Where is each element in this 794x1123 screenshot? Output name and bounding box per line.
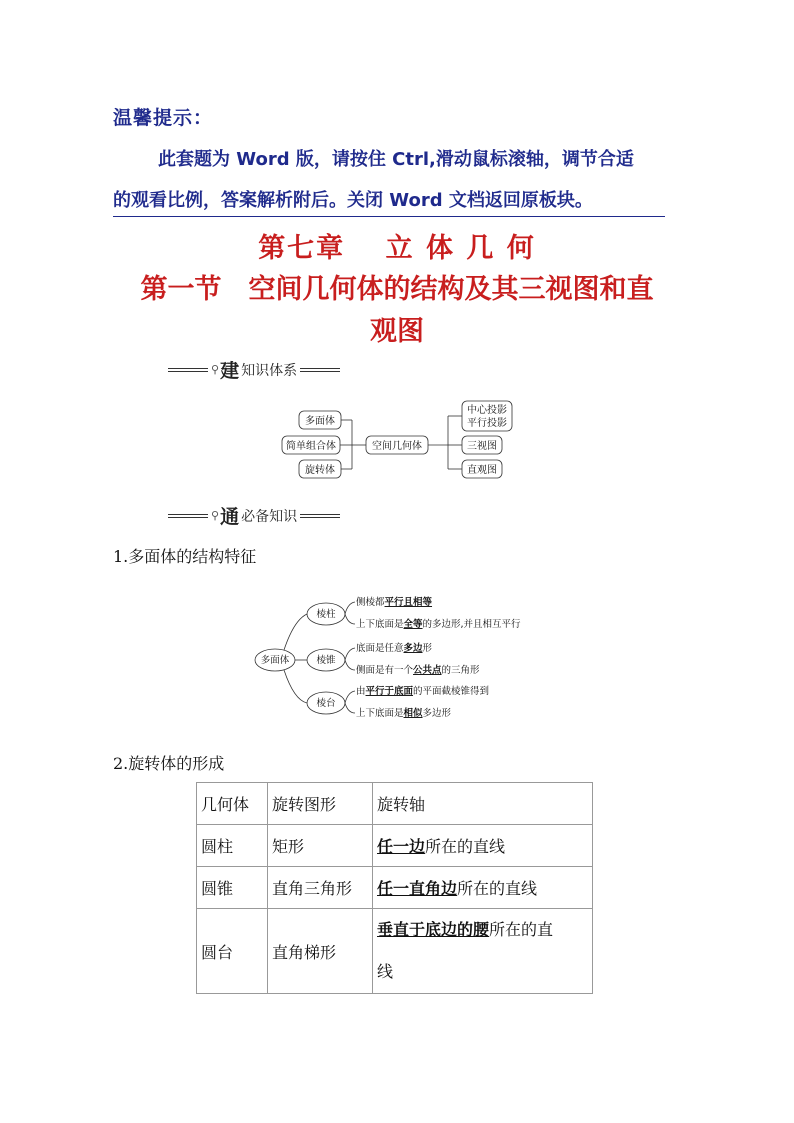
pyramid-line-2: 侧面是有一个公共点的三角形 (356, 665, 480, 676)
table-row (197, 909, 593, 994)
row-cone-axis: 任一直角边所在的直线 (373, 867, 593, 909)
row-cone-figure: 直角三角形 (268, 867, 373, 909)
prism-node: 棱柱 (316, 609, 336, 620)
frustum-node: 棱台 (316, 698, 336, 709)
row-cone-solid: 圆锥 (197, 867, 268, 909)
header-solid: 几何体 (197, 783, 268, 825)
banner-badge: 建 (220, 360, 240, 382)
heading-revolution-formation: 2.旋转体的形成 (113, 754, 225, 773)
header-axis: 旋转轴 (373, 783, 593, 825)
polyhedron-diagram (250, 590, 550, 726)
prism-line-2: 上下底面是全等的多边形,并且相互平行 (356, 619, 521, 630)
knowledge-system-diagram (270, 396, 530, 482)
pyramid-node: 棱锥 (316, 655, 336, 666)
banner-rule-right (300, 514, 340, 518)
sys-node-composite: 简单组合体 (286, 441, 336, 452)
sys-node-central-projection: 中心投影 (467, 405, 507, 416)
row-frustum-figure: 直角梯形 (268, 909, 373, 994)
revolution-table (196, 782, 593, 994)
section-title-line-1: 第一节 空间几何体的结构及其三视图和直 (140, 274, 654, 305)
sys-node-three-views: 三视图 (467, 441, 497, 452)
sys-node-parallel-projection: 平行投影 (467, 418, 507, 429)
row-frustum-axis: 垂直于底边的腰所在的直 线 (373, 909, 593, 994)
table-header-row (197, 783, 593, 825)
magnifier-icon: ⚲ (211, 363, 220, 376)
frustum-line-2: 上下底面是相似多边形 (356, 708, 452, 719)
magnifier-icon: ⚲ (211, 509, 220, 522)
tip-line-2: 的观看比例，答案解析附后。关闭 Word 文档返回原板块。 (113, 186, 665, 217)
tip-line-1: 此套题为 Word 版，请按住 Ctrl,滑动鼠标滚轴，调节合适 (158, 149, 634, 170)
table-row (197, 867, 593, 909)
frustum-line-1: 由平行于底面的平面截棱锥得到 (356, 686, 490, 697)
header-figure: 旋转图形 (268, 783, 373, 825)
banner-rule-left (168, 514, 208, 518)
essential-knowledge-banner (168, 502, 340, 529)
poly-root-node: 多面体 (260, 655, 290, 666)
sys-node-polyhedron: 多面体 (305, 416, 335, 427)
banner-text: 必备知识 (241, 508, 298, 525)
tip-title: 温馨提示： (113, 107, 214, 129)
banner-rule-right (300, 368, 340, 372)
banner-text: 知识体系 (241, 362, 298, 379)
knowledge-system-banner (168, 356, 340, 383)
table-row (197, 825, 593, 867)
pyramid-line-1: 底面是任意多边形 (356, 643, 433, 654)
row-cylinder-axis: 任一边所在的直线 (373, 825, 593, 867)
row-cylinder-solid: 圆柱 (197, 825, 268, 867)
heading-polyhedron-features: 1.多面体的结构特征 (113, 547, 257, 566)
section-title-line-2: 观图 (370, 316, 424, 347)
row-cylinder-figure: 矩形 (268, 825, 373, 867)
sys-node-solid: 空间几何体 (372, 441, 422, 452)
sys-node-direct-view: 直观图 (467, 465, 497, 476)
row-frustum-solid: 圆台 (197, 909, 268, 994)
prism-line-1: 侧棱都平行且相等 (356, 597, 433, 608)
banner-badge: 通 (220, 506, 240, 528)
banner-rule-left (168, 368, 208, 372)
chapter-title: 第七章 立 体 几 何 (258, 233, 536, 264)
sys-node-revolution: 旋转体 (305, 465, 335, 476)
